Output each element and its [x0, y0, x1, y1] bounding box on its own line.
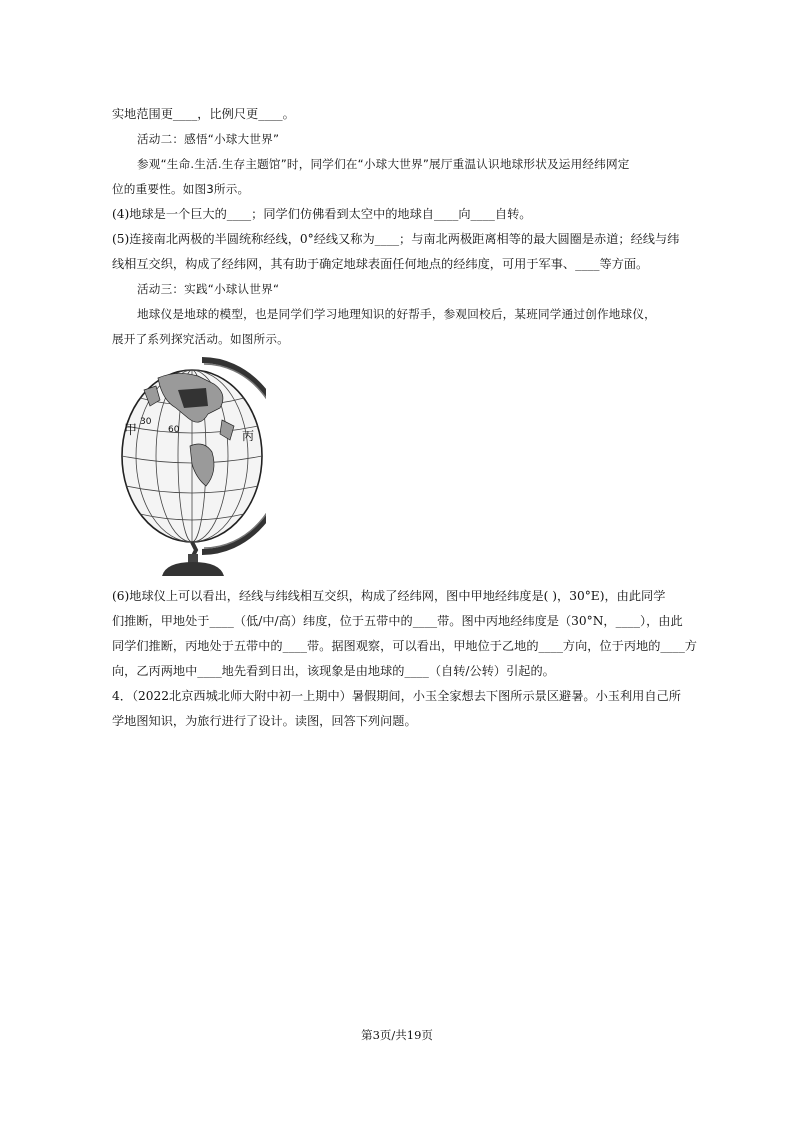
label-60: 60 — [168, 425, 180, 435]
question-6-line-2: 们推断，甲地处于____（低/中/高）纬度，位于五带中的____带。图中丙地经纬度是（30°N，____），由此 — [112, 614, 683, 628]
question-6-line-1: (6)地球仪上可以看出，经线与纬线相互交织，构成了经纬网，图中甲地经纬度是( )，30°E)，由此同学 — [112, 589, 666, 603]
label-bing: 丙 — [242, 429, 255, 443]
text-line-1: 实地范围更____，比例尺更____。 — [112, 107, 295, 121]
globe-figure — [118, 354, 266, 580]
question-4-new-line-1: 4．（2022北京西城北师大附中初一上期中）暑假期间，小玉全家想去下图所示景区避暑。小玉利用自己所 — [112, 689, 681, 703]
question-6-line-3: 同学们推断，丙地处于五带中的____带。据图观察，可以看出，甲地位于乙地的____方向，位于丙地的____方 — [112, 639, 697, 653]
label-30: 30 — [140, 417, 152, 427]
text-line-4: 位的重要性。如图3所示。 — [112, 182, 250, 196]
question-5-line-2: 线相互交织，构成了经纬网，其有助于确定地球表面任何地点的经纬度，可用于军事、____等方面。 — [112, 257, 649, 271]
text-line-10: 展开了系列探究活动。如图所示。 — [112, 332, 289, 346]
text-line-3: 参观“生命.生活.生存主题馆”时，同学们在“小球大世界”展厅重温认识地球形状及运用经纬网定 — [137, 157, 630, 171]
activity-three-heading: 活动三：实践“小球认世界“ — [137, 282, 280, 296]
label-jia: 甲 — [124, 423, 138, 438]
page-footer: 第3页/共19页 — [361, 1028, 433, 1042]
activity-two-heading: 活动二：感悟“小球大世界” — [137, 132, 280, 146]
question-5-line-1: (5)连接南北两极的半圆统称经线，0°经线又称为____；与南北两极距离相等的最大圆圈是赤道；经线与纬 — [112, 232, 680, 246]
text-line-9: 地球仪是地球的模型，也是同学们学习地理知识的好帮手，参观回校后，某班同学通过创作地球仪， — [137, 307, 656, 321]
question-4-new-line-2: 学地图知识，为旅行进行了设计。读图，回答下列问题。 — [112, 714, 417, 728]
question-4: (4)地球是一个巨大的____；同学们仿佛看到太空中的地球自____向____自转。 — [112, 207, 532, 221]
question-6-line-4: 向，乙丙两地中____地先看到日出，该现象是由地球的____（自转/公转）引起的。 — [112, 664, 555, 678]
